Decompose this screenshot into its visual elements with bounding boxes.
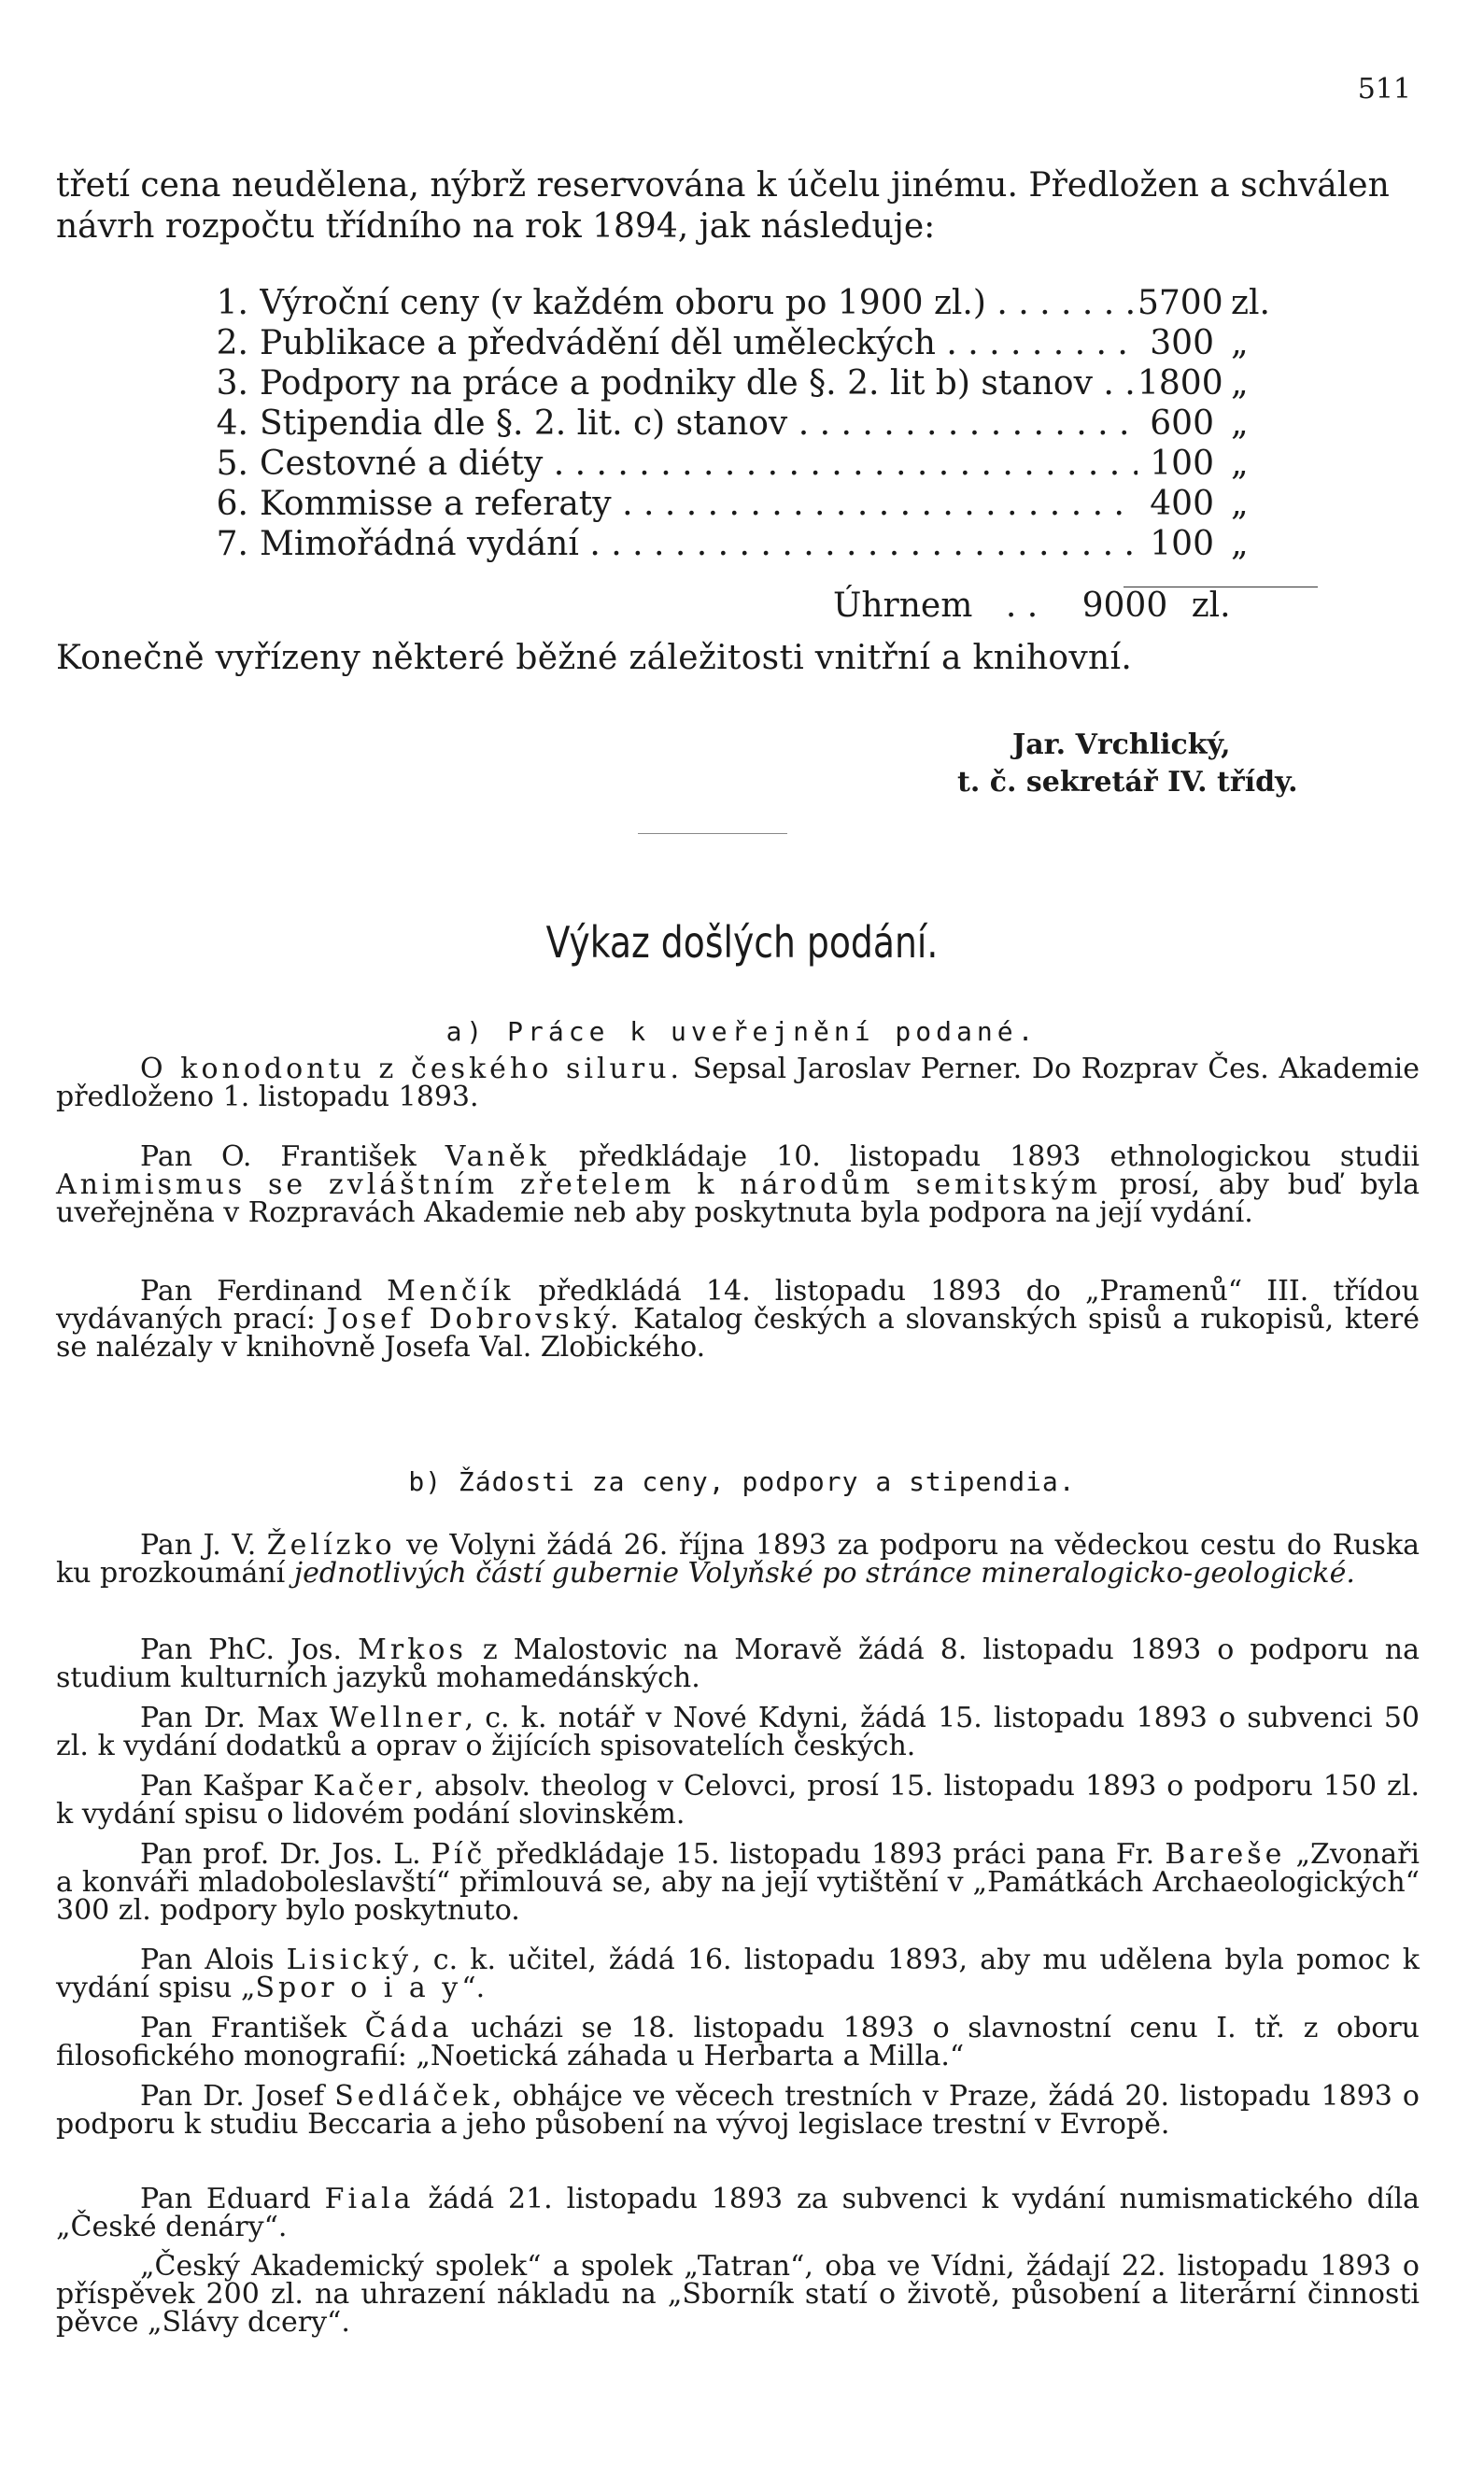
row-number: 2. [216,324,248,362]
total-dots: . . [1005,587,1039,625]
item-text: , c. k. učitel, žádá 16. listopadu 1893, aby mu udělena byla pomoc k vydání spisu „ [56,1944,1420,2004]
list-item [56,2080,1420,2141]
row-number: 4. [216,404,248,443]
item-name: Vaněk [445,1140,550,1173]
item-prefix: Pan Dr. Josef [140,2080,335,2113]
item-name: Lisický [286,1944,413,1976]
item-name: Želízko [266,1529,396,1562]
item-work-title: Animismus se zvláštním zřetelem k národům semitským [56,1168,1102,1201]
list-item [56,2250,1420,2339]
total-label: Úhrnem [833,587,973,625]
item-prefix: Pan Alois [140,1944,287,1976]
section-divider [638,833,787,834]
list-item [56,1633,1420,1694]
item-text: předkládá 14. listopadu 1893 do „Pramenů“ III. třídou vydávaných prací: [56,1275,1420,1336]
total-unit: zl. [1191,587,1231,625]
row-amount: 100 [1150,525,1214,563]
row-amount: 300 [1150,324,1214,362]
budget-row [204,324,1324,364]
list-item [56,1838,1420,1927]
item-text: , absolv. theolog v Celovci, prosí 15. listopadu 1893 o podporu 150 zl. k vydání spisu o lidovém podání slovinském. [56,1770,1420,1831]
item-name: Sedláček [334,2080,493,2113]
item-prefix: Pan František [140,2012,365,2044]
signature-role: t. č. sekretář IV. třídy. [957,766,1298,799]
section-a-heading: a) Práce k uveřejnění podané. [445,1016,1039,1047]
item-prefix: Pan PhC. Jos. [140,1633,359,1666]
item-name-2: Bareše [1165,1838,1286,1871]
total-amount: 9000 [1081,587,1168,625]
row-number: 1. [216,284,248,322]
list-item [56,1275,1420,1364]
item-prefix: Pan prof. Dr. Jos. L. [140,1838,431,1871]
list-item [56,1140,1420,1229]
list-item [56,2185,1420,2242]
item-text: žádá 21. listopadu 1893 za subvenci k vydání numismatického díla „České denáry“. [56,2183,1420,2243]
row-amount: 400 [1150,485,1214,523]
item-title: O konodontu z českého siluru. [140,1053,684,1085]
row-unit: „ [1231,525,1249,563]
budget-total [833,587,1231,625]
item-text-tail: prosí, aby buď byla uveřejněna v Rozpravách Akademie neb aby poskytnuta byla podpora na její vydání. [56,1168,1420,1229]
row-label: Podpory na práce a podniky dle §. 2. lit b) stanov . . . [260,364,1138,403]
row-amount: 100 [1150,445,1214,483]
row-label: Cestovné a diéty . . . [260,445,1138,483]
item-text-tail: “. [461,1972,486,2004]
row-unit: „ [1231,364,1249,403]
item-text: předkládaje 15. listopadu 1893 práci pana Fr. [486,1838,1166,1871]
row-number: 6. [216,485,248,523]
item-prefix: Pan Ferdinand [140,1275,388,1308]
row-label: Výroční ceny (v každém oboru po 1900 zl.) . . . [260,284,1138,322]
budget-row [204,284,1324,324]
item-text: , obhájce ve věcech trestních v Praze, žádá 20. listopadu 1893 o podporu k studiu Beccaria a jeho působení na vývoj legislace trestní v Evropě. [56,2080,1420,2141]
item-name: Čáda [364,2012,453,2044]
budget-row [204,364,1324,404]
budget-row [204,485,1324,525]
item-name: Menčík [387,1275,515,1308]
item-prefix: Pan Dr. Max [140,1702,330,1734]
item-prefix: Pan J. V. [140,1529,267,1562]
page-number: 511 [1357,73,1411,106]
item-text: ucházi se 18. listopadu 1893 o slavnostní cenu I. tř. z oboru filosofického monografií: „Noetická záhada u Herbarta a Milla.“ [56,2012,1420,2072]
item-text: ve Volyni žádá 26. října 1893 za podporu na vědeckou cestu do Ruska ku prozkoumání [56,1529,1420,1590]
list-item [56,1704,1420,1761]
row-unit: „ [1231,445,1249,483]
row-label: Publikace a předvádění děl uměleckých . . . [260,324,1138,362]
row-unit: „ [1231,485,1249,523]
row-unit: „ [1231,404,1249,443]
item-name: Kačer [313,1770,416,1803]
row-label: Stipendia dle §. 2. lit. c) stanov . . . [260,404,1138,443]
item-prefix: Pan Kašpar [140,1770,314,1803]
item-name: Fiala [324,2183,415,2215]
item-text-tail: „Zvonaři a konváři mladoboleslavští“ přimlouvá se, aby na její vytištění v „Památkách Archaeologických“ 300 zl. podpory bylo poskytnuto. [56,1838,1420,1927]
list-item [56,1946,1420,2002]
item-italic: jednotlivých částí gubernie Volyňské po stránce mineralogicko-geologické. [293,1557,1355,1590]
closing-sentence: Konečně vyřízeny některé běžné záležitosti vnitřní a knihovní. [56,639,1133,677]
row-number: 3. [216,364,248,403]
item-name: Wellner [329,1702,465,1734]
budget-row [204,445,1324,485]
item-name: Mrkos [358,1633,467,1666]
list-item [56,1055,1420,1111]
row-amount: 600 [1150,404,1214,443]
row-unit: „ [1231,324,1249,362]
row-number: 5. [216,445,248,483]
row-number: 7. [216,525,248,563]
item-work-title: Josef Dobrovský. [326,1303,623,1336]
row-label: Kommisse a referaty . . . [260,485,1138,523]
row-amount: 1800 [1138,364,1223,403]
item-text: , c. k. notář v Nové Kdyni, žádá 15. listopadu 1893 o subvenci 50 zl. k vydání dodatků a oprav o žijících spisovatelích českých. [56,1702,1420,1762]
signature-name: Jar. Vrchlický, [1012,728,1231,761]
item-name: Píč [431,1838,487,1871]
list-item [56,2012,1420,2072]
list-item [56,1770,1420,1831]
item-text: z Malostovic na Moravě žádá 8. listopadu 1893 o podporu na studium kulturních jazyků mohamedánských. [56,1633,1420,1694]
intro-paragraph: třetí cena neudělena, nýbrž reservována k účelu jinému. Předložen a schválen návrh rozpočtu třídního na rok 1894, jak následuje: [56,166,1390,246]
list-item [56,1529,1420,1590]
report-title: Výkaz došlých podání. [545,917,939,968]
section-b-heading: b) Žádosti za ceny, podpory a stipendia. [408,1466,1076,1497]
item-text-tail: Katalog českých a slovanských spisů a rukopisů, které se nalézaly v knihovně Josefa Val. Zlobického. [56,1303,1420,1364]
row-amount: 5700 [1138,284,1223,322]
budget-table [204,284,1324,565]
row-unit: zl. [1231,284,1270,322]
item-text: předkládaje 10. listopadu 1893 ethnologickou studii [549,1140,1420,1173]
budget-row [204,525,1324,565]
row-label: Mimořádná vydání . . . [260,525,1138,563]
item-text: Sepsal Jaroslav Perner. Do Rozprav Čes. Akademie předloženo 1. listopadu 1893. [56,1053,1420,1113]
item-work-title: Spor o i a y [255,1972,462,2004]
item-prefix: Pan Eduard [140,2183,325,2215]
item-text: „Český Akademický spolek“ a spolek „Tatran“, oba ve Vídni, žádají 22. listopadu 1893 o příspěvek 200 zl. na uhrazení nákladu na „Sborník statí o životě, působení a literární činnosti pěvce „Slávy dcery“. [56,2250,1420,2339]
item-prefix: Pan O. František [140,1140,445,1173]
budget-row [204,404,1324,445]
